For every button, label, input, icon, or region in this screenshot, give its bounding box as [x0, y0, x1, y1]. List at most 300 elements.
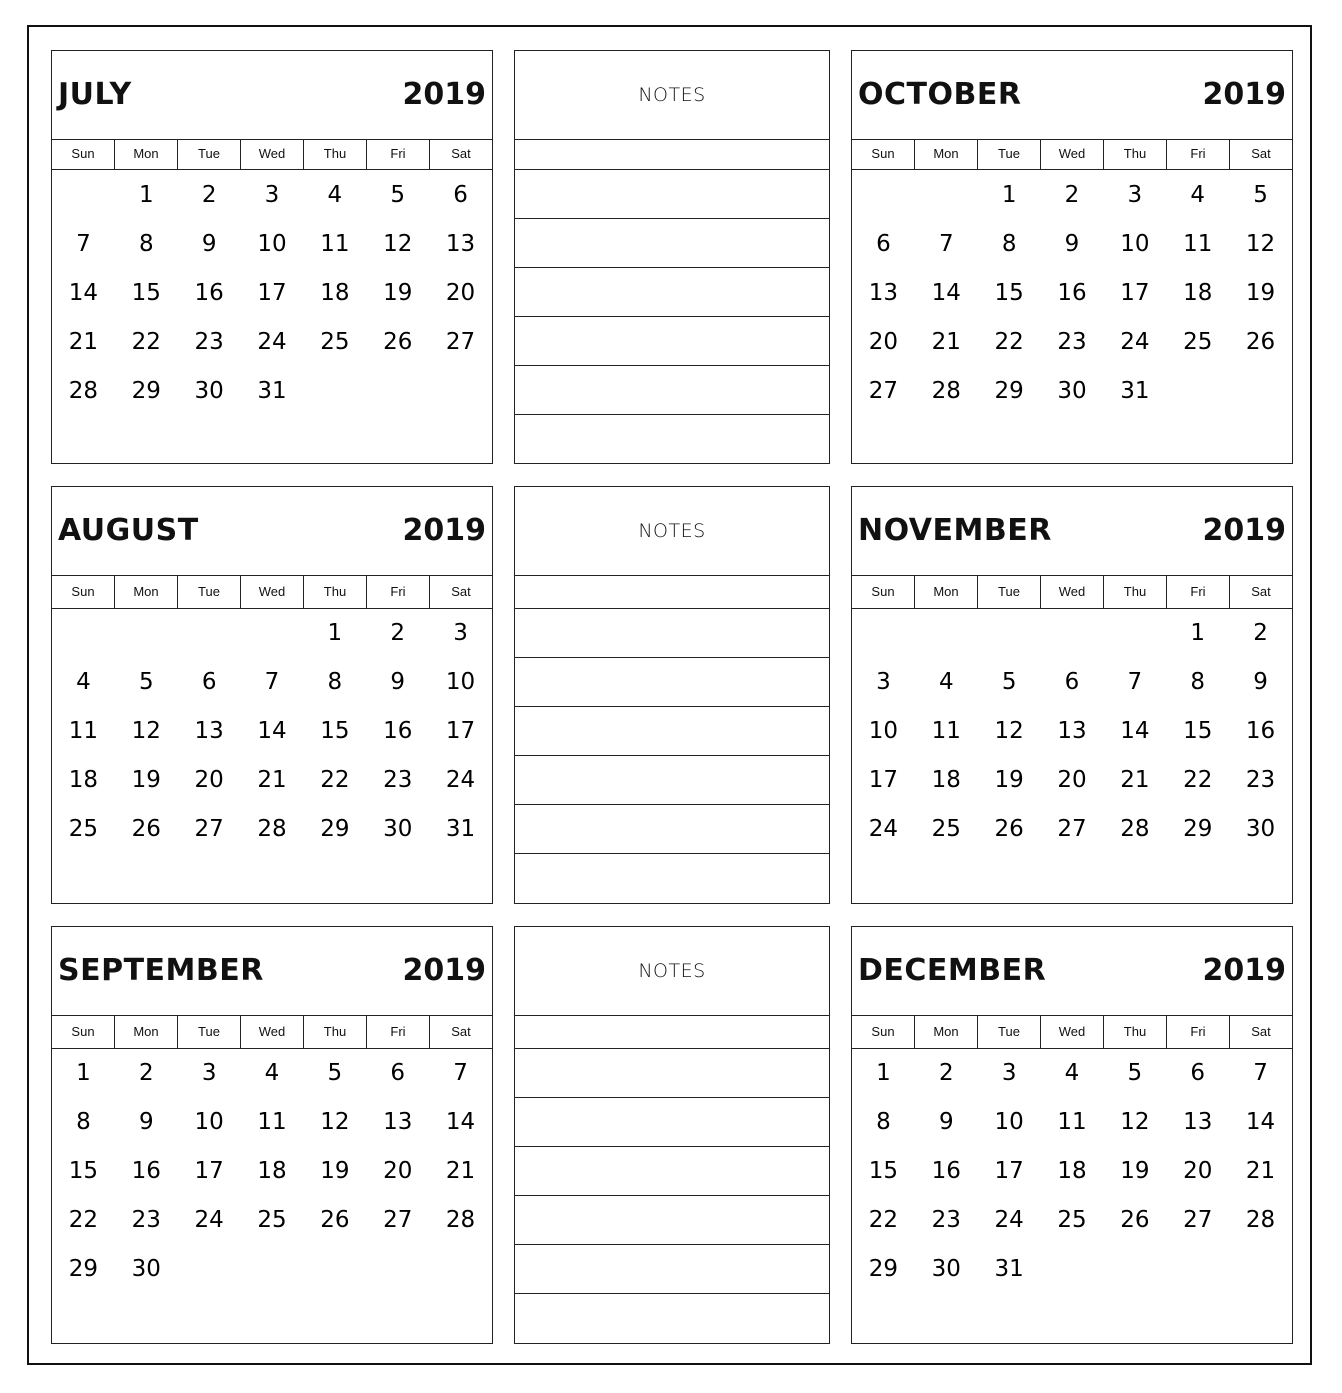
day-cell: 6 [876, 231, 891, 257]
weekday-label: Sun [52, 139, 115, 169]
weekday-label: Sun [852, 575, 915, 608]
day-cell: 19 [994, 767, 1024, 793]
month-name: SEPTEMBER [58, 953, 264, 988]
day-cell: 5 [1001, 669, 1017, 695]
day-cell: 29 [994, 378, 1024, 404]
weekday-label: Sat [1251, 584, 1271, 599]
day-cell: 4 [76, 669, 91, 695]
day-cell: 6 [1064, 669, 1080, 695]
weekday-label: Thu [304, 1015, 367, 1048]
day-cell: 12 [994, 718, 1024, 744]
day-cell: 1 [76, 1060, 91, 1086]
day-cell: 20 [383, 1158, 413, 1184]
day-cell-empty [978, 609, 1041, 658]
day-cell: 11 [68, 718, 99, 744]
day-cell: 23 [194, 329, 224, 355]
day-cell: 22 [131, 329, 161, 355]
day-cell: 22 [994, 329, 1024, 355]
day-cell: 15 [68, 1158, 99, 1184]
weekday-label: Fri [367, 1015, 430, 1048]
weekday-label: Fri [367, 139, 430, 169]
note-line [515, 1097, 829, 1098]
day-cell: 3 [1001, 1060, 1017, 1086]
day-cell: 10 [868, 718, 899, 744]
day-cell: 30 [1245, 816, 1276, 842]
day-cell: 31 [1120, 378, 1150, 404]
day-cell: 5 [138, 669, 154, 695]
weekday-label: Tue [178, 139, 241, 169]
day-cell: 15 [868, 1158, 899, 1184]
note-line [515, 1244, 829, 1245]
month-panel-october [851, 50, 1293, 464]
day-cell: 17 [257, 280, 287, 306]
note-line [515, 218, 829, 219]
day-cell: 22 [868, 1207, 899, 1233]
day-cell: 19 [383, 280, 413, 306]
day-cell: 21 [1245, 1158, 1276, 1184]
day-cell: 8 [138, 231, 154, 257]
day-cell: 20 [1183, 1158, 1213, 1184]
day-cell: 10 [445, 669, 476, 695]
month-year: 2019 [402, 953, 486, 988]
day-cell: 27 [383, 1207, 413, 1233]
day-cell: 20 [1057, 767, 1087, 793]
day-cell: 24 [257, 329, 287, 355]
day-cell-empty [852, 609, 915, 658]
day-cell: 23 [131, 1207, 161, 1233]
day-cell-empty [1103, 609, 1166, 658]
month-panel-july [51, 50, 493, 464]
day-cell: 12 [1120, 1109, 1150, 1135]
day-cell: 14 [257, 718, 287, 744]
month-name: JULY [58, 77, 132, 112]
note-line [515, 853, 829, 854]
weekday-label: Tue [178, 1015, 241, 1048]
day-cell: 9 [201, 231, 217, 257]
day-cell: 1 [1190, 620, 1206, 646]
day-cell: 11 [931, 718, 961, 744]
day-cell: 14 [68, 280, 99, 306]
weekday-label: Fri [1167, 139, 1230, 169]
day-cell-empty [915, 171, 978, 220]
day-cell: 5 [327, 1060, 343, 1086]
weekday-label: Mon [115, 1015, 178, 1048]
month-header [52, 927, 492, 1016]
day-cell: 12 [131, 718, 161, 744]
weekday-label: Fri [1167, 1015, 1230, 1048]
day-cell: 2 [1253, 620, 1268, 646]
day-grid [52, 171, 492, 416]
day-cell: 2 [1064, 182, 1080, 208]
weekday-label: Sun [52, 1015, 115, 1048]
day-cell: 7 [1127, 669, 1143, 695]
day-cell: 23 [931, 1207, 961, 1233]
weekday-label: Sun [852, 1015, 915, 1048]
day-cell: 10 [994, 1109, 1024, 1135]
day-cell: 29 [68, 1256, 99, 1282]
weekday-label: Wed [1041, 139, 1104, 169]
day-cell: 26 [131, 816, 161, 842]
weekday-label: Wed [241, 139, 304, 169]
weekday-label: Fri [1167, 575, 1230, 608]
month-header [852, 51, 1292, 140]
day-cell: 2 [138, 1060, 154, 1086]
notes-header [515, 487, 829, 576]
month-panel-september [51, 926, 493, 1344]
day-cell: 6 [453, 182, 468, 208]
day-cell: 1 [1001, 182, 1017, 208]
day-cell: 5 [1127, 1060, 1143, 1086]
notes-header [515, 51, 829, 140]
day-cell: 19 [131, 767, 161, 793]
day-cell: 23 [1057, 329, 1087, 355]
day-cell: 28 [1245, 1207, 1276, 1233]
weekday-label: Sat [451, 1024, 471, 1039]
day-cell: 30 [131, 1256, 161, 1282]
weekday-label: Mon [915, 1015, 978, 1048]
month-header [852, 927, 1292, 1016]
day-cell: 6 [201, 669, 217, 695]
day-cell: 27 [868, 378, 899, 404]
day-cell: 25 [320, 329, 350, 355]
day-cell: 16 [1057, 280, 1087, 306]
day-cell: 9 [938, 1109, 954, 1135]
day-cell: 30 [931, 1256, 961, 1282]
day-cell: 2 [938, 1060, 954, 1086]
day-cell: 21 [931, 329, 961, 355]
weekday-label: Tue [978, 575, 1041, 608]
day-cell: 15 [320, 718, 350, 744]
notes-header [515, 927, 829, 1016]
day-cell: 23 [383, 767, 413, 793]
day-cell: 24 [1120, 329, 1150, 355]
day-cell: 19 [1245, 280, 1276, 306]
day-cell: 10 [257, 231, 287, 257]
note-line [515, 608, 829, 609]
note-line [515, 169, 829, 170]
day-cell: 16 [931, 1158, 961, 1184]
day-cell: 5 [1253, 182, 1268, 208]
day-cell: 3 [264, 182, 280, 208]
day-cell: 24 [445, 767, 476, 793]
day-cell: 30 [1057, 378, 1087, 404]
weekday-label: Tue [178, 575, 241, 608]
weekday-label: Sat [451, 584, 471, 599]
day-cell: 12 [383, 231, 413, 257]
day-cell: 14 [1245, 1109, 1276, 1135]
day-cell: 28 [1120, 816, 1150, 842]
day-cell: 29 [868, 1256, 899, 1282]
calendar-sheet [27, 25, 1312, 1365]
note-line [515, 1146, 829, 1147]
day-cell-empty [115, 609, 178, 658]
day-cell-empty [852, 171, 915, 220]
day-cell-empty [52, 609, 115, 658]
day-cell: 22 [1183, 767, 1213, 793]
day-cell: 12 [320, 1109, 350, 1135]
day-cell: 8 [876, 1109, 891, 1135]
note-line [515, 706, 829, 707]
day-cell: 16 [194, 280, 224, 306]
day-cell-empty [178, 609, 241, 658]
day-cell: 11 [257, 1109, 287, 1135]
month-year: 2019 [1202, 77, 1286, 112]
day-cell: 27 [445, 329, 476, 355]
weekday-label: Sun [52, 575, 115, 608]
day-cell: 2 [201, 182, 217, 208]
notes-title: NOTES [638, 84, 706, 106]
day-cell: 1 [876, 1060, 891, 1086]
day-cell: 13 [445, 231, 476, 257]
weekday-header-row [852, 1015, 1292, 1049]
month-name: OCTOBER [858, 77, 1022, 112]
day-cell: 28 [68, 378, 99, 404]
day-cell: 17 [445, 718, 476, 744]
day-cell: 13 [1057, 718, 1087, 744]
day-cell: 18 [1057, 1158, 1087, 1184]
note-line [515, 267, 829, 268]
day-cell: 18 [257, 1158, 287, 1184]
day-cell: 28 [931, 378, 961, 404]
day-cell: 13 [194, 718, 224, 744]
day-cell: 8 [327, 669, 343, 695]
month-name: NOVEMBER [858, 513, 1052, 548]
notes-title: NOTES [638, 520, 706, 542]
day-cell: 20 [445, 280, 476, 306]
weekday-label: Mon [915, 575, 978, 608]
month-year: 2019 [1202, 953, 1286, 988]
day-cell: 9 [1253, 669, 1268, 695]
month-header [852, 487, 1292, 576]
day-cell: 9 [1064, 231, 1080, 257]
month-panel-december [851, 926, 1293, 1344]
day-cell: 20 [868, 329, 899, 355]
weekday-label: Tue [978, 1015, 1041, 1048]
weekday-label: Tue [978, 139, 1041, 169]
day-cell: 17 [868, 767, 899, 793]
day-cell: 16 [383, 718, 413, 744]
day-cell: 8 [76, 1109, 91, 1135]
day-cell: 18 [1183, 280, 1213, 306]
weekday-label: Fri [367, 575, 430, 608]
day-cell: 16 [131, 1158, 161, 1184]
day-cell: 4 [1190, 182, 1206, 208]
note-line [515, 657, 829, 658]
weekday-header-row [852, 575, 1292, 609]
weekday-header-row [852, 139, 1292, 170]
month-panel-november [851, 486, 1293, 904]
day-cell: 18 [68, 767, 99, 793]
weekday-label: Thu [1104, 1015, 1167, 1048]
day-cell: 14 [445, 1109, 476, 1135]
day-cell: 21 [1120, 767, 1150, 793]
day-cell: 29 [131, 378, 161, 404]
day-cell: 28 [257, 816, 287, 842]
day-cell: 27 [194, 816, 224, 842]
month-name: AUGUST [58, 513, 199, 548]
day-cell: 7 [76, 231, 91, 257]
day-cell: 7 [453, 1060, 468, 1086]
weekday-label: Wed [241, 1015, 304, 1048]
day-cell: 20 [194, 767, 224, 793]
weekday-header-row [52, 575, 492, 609]
notes-title: NOTES [638, 960, 706, 982]
day-cell: 3 [876, 669, 891, 695]
day-cell: 26 [1245, 329, 1276, 355]
day-cell: 22 [68, 1207, 99, 1233]
day-cell: 15 [1183, 718, 1213, 744]
day-cell: 10 [1120, 231, 1150, 257]
day-grid [852, 1049, 1292, 1294]
day-cell: 13 [383, 1109, 413, 1135]
day-cell: 28 [445, 1207, 476, 1233]
day-cell: 11 [1183, 231, 1213, 257]
day-cell: 9 [390, 669, 406, 695]
note-line [515, 365, 829, 366]
weekday-label: Wed [1041, 575, 1104, 608]
day-cell: 19 [320, 1158, 350, 1184]
weekday-label: Sat [451, 146, 471, 161]
day-cell: 13 [1183, 1109, 1213, 1135]
day-cell: 23 [1245, 767, 1276, 793]
day-cell: 18 [320, 280, 350, 306]
day-cell: 19 [1120, 1158, 1150, 1184]
day-cell: 13 [868, 280, 899, 306]
weekday-label: Wed [1041, 1015, 1104, 1048]
day-grid [52, 1049, 492, 1294]
day-cell-empty [915, 609, 978, 658]
month-panel-august [51, 486, 493, 904]
day-cell: 27 [1183, 1207, 1213, 1233]
weekday-label: Thu [1104, 575, 1167, 608]
day-cell: 26 [320, 1207, 350, 1233]
day-cell: 10 [194, 1109, 224, 1135]
day-cell: 31 [257, 378, 287, 404]
day-cell: 25 [1057, 1207, 1087, 1233]
day-cell: 12 [1245, 231, 1276, 257]
note-line [515, 316, 829, 317]
day-cell: 1 [327, 620, 343, 646]
day-cell: 26 [1120, 1207, 1150, 1233]
day-cell: 24 [868, 816, 899, 842]
day-cell: 25 [257, 1207, 287, 1233]
day-cell: 27 [1057, 816, 1087, 842]
notes-panel-3 [514, 926, 830, 1344]
weekday-label: Mon [915, 139, 978, 169]
weekday-header-row [52, 139, 492, 170]
notes-panel-1 [514, 50, 830, 464]
day-cell: 24 [194, 1207, 224, 1233]
day-cell: 21 [68, 329, 99, 355]
day-cell: 16 [1245, 718, 1276, 744]
day-cell: 17 [194, 1158, 224, 1184]
day-cell: 4 [938, 669, 954, 695]
day-cell-empty [241, 609, 304, 658]
day-cell: 9 [138, 1109, 154, 1135]
day-cell: 25 [1183, 329, 1213, 355]
day-cell: 18 [931, 767, 961, 793]
note-line [515, 1048, 829, 1049]
day-cell: 30 [194, 378, 224, 404]
day-cell: 7 [264, 669, 280, 695]
day-cell: 7 [938, 231, 954, 257]
day-grid [52, 609, 492, 854]
day-cell: 21 [257, 767, 287, 793]
month-year: 2019 [1202, 513, 1286, 548]
day-cell: 4 [1064, 1060, 1080, 1086]
day-cell: 26 [994, 816, 1024, 842]
day-cell: 30 [383, 816, 413, 842]
note-line [515, 1195, 829, 1196]
month-name: DECEMBER [858, 953, 1047, 988]
weekday-label: Mon [115, 139, 178, 169]
day-cell: 11 [1057, 1109, 1087, 1135]
day-cell: 4 [327, 182, 343, 208]
day-cell: 15 [131, 280, 161, 306]
day-cell: 2 [390, 620, 406, 646]
note-line [515, 804, 829, 805]
day-cell: 8 [1001, 231, 1017, 257]
month-year: 2019 [402, 77, 486, 112]
day-cell: 21 [445, 1158, 476, 1184]
weekday-label: Thu [304, 139, 367, 169]
day-cell-empty [52, 171, 115, 220]
day-cell: 6 [1190, 1060, 1206, 1086]
day-cell: 5 [390, 182, 406, 208]
day-cell: 3 [1127, 182, 1143, 208]
note-line [515, 414, 829, 415]
day-cell-empty [1041, 609, 1104, 658]
day-cell: 3 [201, 1060, 217, 1086]
day-grid [852, 171, 1292, 416]
day-cell: 29 [320, 816, 350, 842]
day-cell: 14 [931, 280, 961, 306]
month-header [52, 487, 492, 576]
weekday-label: Wed [241, 575, 304, 608]
day-cell: 6 [390, 1060, 406, 1086]
weekday-label: Sat [1251, 146, 1271, 161]
weekday-label: Thu [304, 575, 367, 608]
day-cell: 7 [1253, 1060, 1268, 1086]
day-cell: 14 [1120, 718, 1150, 744]
day-cell: 3 [453, 620, 468, 646]
month-year: 2019 [402, 513, 486, 548]
day-cell: 26 [383, 329, 413, 355]
day-cell: 29 [1183, 816, 1213, 842]
weekday-label: Mon [115, 575, 178, 608]
day-cell: 17 [994, 1158, 1024, 1184]
weekday-label: Sat [1251, 1024, 1271, 1039]
weekday-header-row [52, 1015, 492, 1049]
month-header [52, 51, 492, 140]
notes-panel-2 [514, 486, 830, 904]
day-cell: 31 [994, 1256, 1024, 1282]
note-line [515, 1293, 829, 1294]
day-cell: 11 [320, 231, 350, 257]
note-line [515, 755, 829, 756]
day-cell: 17 [1120, 280, 1150, 306]
weekday-label: Thu [1104, 139, 1167, 169]
day-cell: 22 [320, 767, 350, 793]
day-cell: 25 [68, 816, 99, 842]
day-cell: 4 [264, 1060, 280, 1086]
day-cell: 24 [994, 1207, 1024, 1233]
weekday-label: Sun [852, 139, 915, 169]
day-cell: 31 [445, 816, 476, 842]
day-cell: 15 [994, 280, 1024, 306]
day-cell: 1 [138, 182, 154, 208]
day-grid [852, 609, 1292, 854]
